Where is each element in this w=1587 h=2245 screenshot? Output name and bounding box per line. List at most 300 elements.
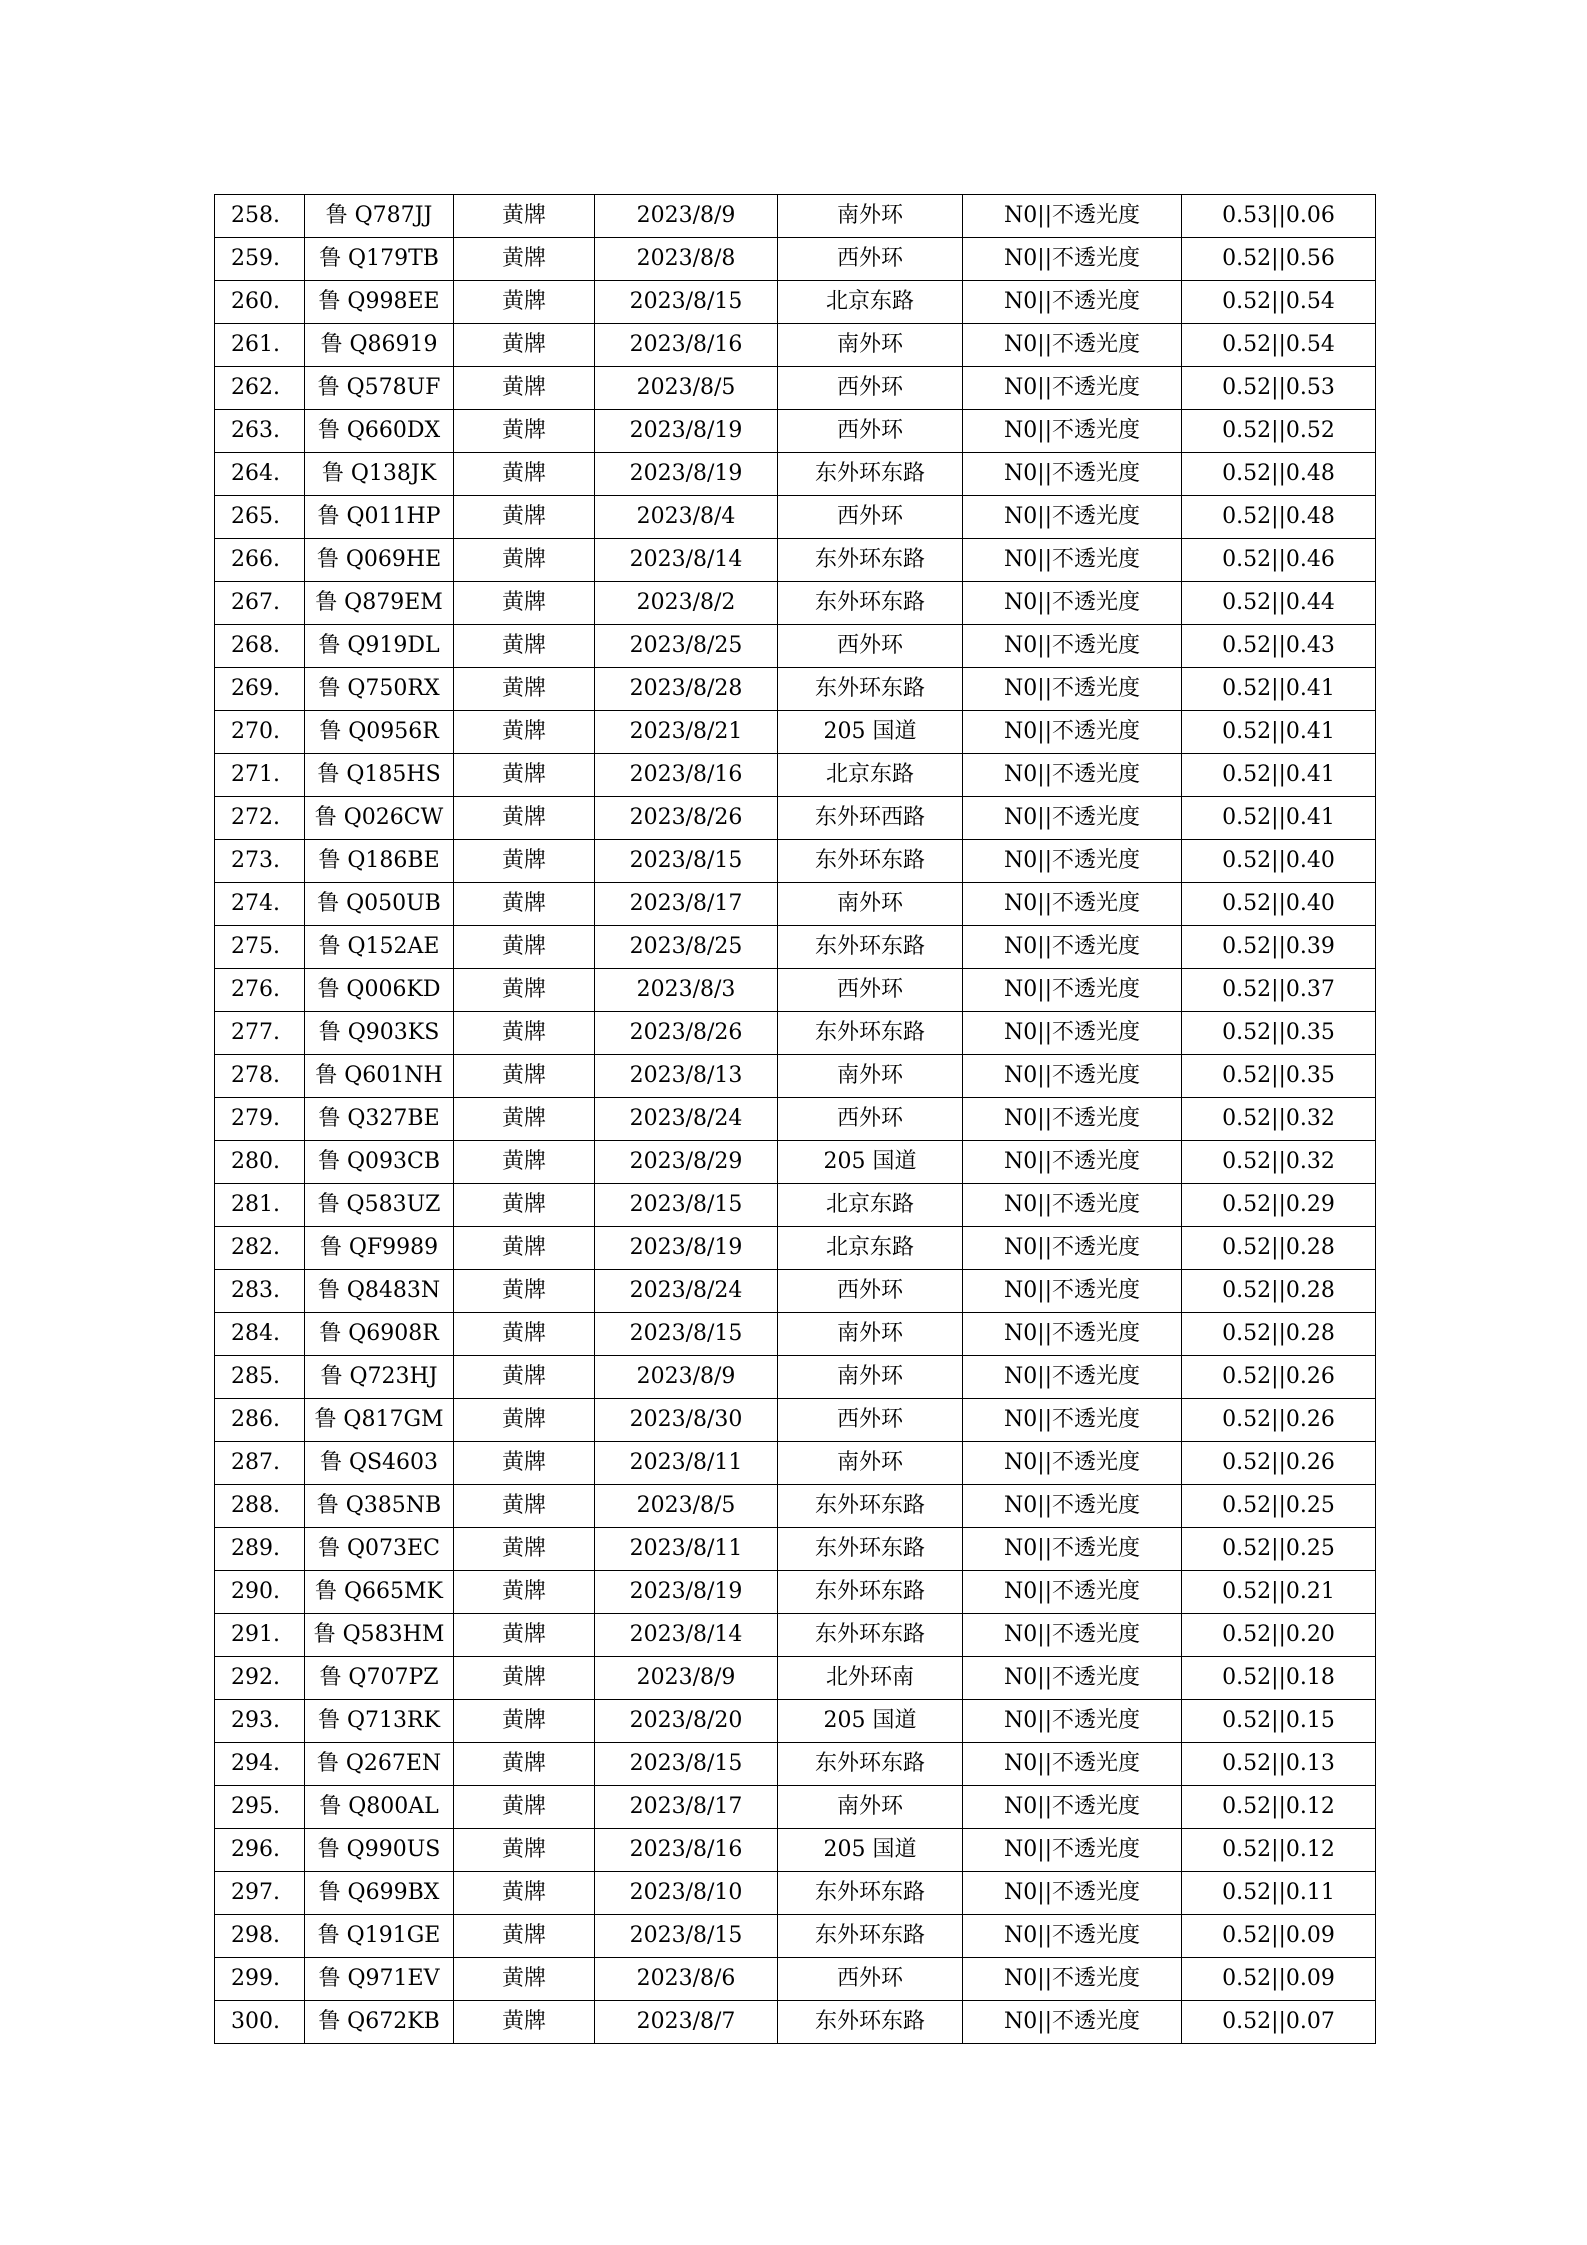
plate-color-cell: 黄牌: [454, 1227, 595, 1270]
table-row: [215, 926, 1376, 969]
table-row: [215, 1313, 1376, 1356]
row-number-cell: 258.: [215, 195, 305, 238]
plate-color-cell: 黄牌: [454, 926, 595, 969]
row-number-cell: 261.: [215, 324, 305, 367]
test-item-cell: N0||不透光度: [963, 1399, 1182, 1442]
test-value-cell: 0.52||0.11: [1182, 1872, 1376, 1915]
test-item-cell: N0||不透光度: [963, 539, 1182, 582]
plate-color-cell: 黄牌: [454, 195, 595, 238]
test-value-cell: 0.52||0.40: [1182, 840, 1376, 883]
check-date-cell: 2023/8/5: [595, 1485, 778, 1528]
table-row: [215, 1098, 1376, 1141]
table-row: [215, 1743, 1376, 1786]
plate-color-cell: 黄牌: [454, 496, 595, 539]
test-item-cell: N0||不透光度: [963, 367, 1182, 410]
test-item-cell: N0||不透光度: [963, 1958, 1182, 2001]
test-value-cell: 0.52||0.35: [1182, 1055, 1376, 1098]
row-number-cell: 292.: [215, 1657, 305, 1700]
table-row: [215, 1657, 1376, 1700]
table-row: [215, 453, 1376, 496]
plate-number-cell: 鲁 Q971EV: [305, 1958, 454, 2001]
check-date-cell: 2023/8/29: [595, 1141, 778, 1184]
table-row: [215, 1442, 1376, 1485]
test-value-cell: 0.52||0.07: [1182, 2001, 1376, 2044]
plate-number-cell: 鲁 Q8483N: [305, 1270, 454, 1313]
row-number-cell: 270.: [215, 711, 305, 754]
plate-number-cell: 鲁 Q919DL: [305, 625, 454, 668]
check-date-cell: 2023/8/25: [595, 926, 778, 969]
check-date-cell: 2023/8/16: [595, 1829, 778, 1872]
plate-number-cell: 鲁 Q186BE: [305, 840, 454, 883]
plate-color-cell: 黄牌: [454, 1528, 595, 1571]
test-value-cell: 0.52||0.39: [1182, 926, 1376, 969]
plate-color-cell: 黄牌: [454, 883, 595, 926]
plate-color-cell: 黄牌: [454, 797, 595, 840]
plate-color-cell: 黄牌: [454, 324, 595, 367]
check-date-cell: 2023/8/25: [595, 625, 778, 668]
row-number-cell: 285.: [215, 1356, 305, 1399]
plate-color-cell: 黄牌: [454, 367, 595, 410]
plate-number-cell: 鲁 Q152AE: [305, 926, 454, 969]
road-location-cell: 205 国道: [778, 1829, 963, 1872]
table-row: [215, 1786, 1376, 1829]
row-number-cell: 286.: [215, 1399, 305, 1442]
check-date-cell: 2023/8/13: [595, 1055, 778, 1098]
road-location-cell: 东外环东路: [778, 1915, 963, 1958]
test-item-cell: N0||不透光度: [963, 238, 1182, 281]
row-number-cell: 262.: [215, 367, 305, 410]
test-value-cell: 0.52||0.15: [1182, 1700, 1376, 1743]
check-date-cell: 2023/8/3: [595, 969, 778, 1012]
test-value-cell: 0.52||0.26: [1182, 1399, 1376, 1442]
plate-color-cell: 黄牌: [454, 1141, 595, 1184]
row-number-cell: 259.: [215, 238, 305, 281]
row-number-cell: 281.: [215, 1184, 305, 1227]
row-number-cell: 267.: [215, 582, 305, 625]
test-value-cell: 0.52||0.26: [1182, 1356, 1376, 1399]
row-number-cell: 299.: [215, 1958, 305, 2001]
table-row: [215, 195, 1376, 238]
test-value-cell: 0.52||0.09: [1182, 1915, 1376, 1958]
test-value-cell: 0.52||0.28: [1182, 1270, 1376, 1313]
plate-color-cell: 黄牌: [454, 1958, 595, 2001]
road-location-cell: 东外环东路: [778, 453, 963, 496]
plate-color-cell: 黄牌: [454, 1829, 595, 1872]
plate-color-cell: 黄牌: [454, 1270, 595, 1313]
row-number-cell: 294.: [215, 1743, 305, 1786]
test-value-cell: 0.52||0.25: [1182, 1485, 1376, 1528]
plate-number-cell: 鲁 Q050UB: [305, 883, 454, 926]
test-item-cell: N0||不透光度: [963, 453, 1182, 496]
table-row: [215, 1270, 1376, 1313]
plate-color-cell: 黄牌: [454, 1055, 595, 1098]
plate-color-cell: 黄牌: [454, 2001, 595, 2044]
plate-color-cell: 黄牌: [454, 1184, 595, 1227]
row-number-cell: 276.: [215, 969, 305, 1012]
plate-color-cell: 黄牌: [454, 625, 595, 668]
plate-color-cell: 黄牌: [454, 1872, 595, 1915]
plate-number-cell: 鲁 Q583UZ: [305, 1184, 454, 1227]
row-number-cell: 260.: [215, 281, 305, 324]
check-date-cell: 2023/8/15: [595, 1313, 778, 1356]
test-item-cell: N0||不透光度: [963, 969, 1182, 1012]
check-date-cell: 2023/8/15: [595, 1915, 778, 1958]
test-value-cell: 0.52||0.29: [1182, 1184, 1376, 1227]
row-number-cell: 298.: [215, 1915, 305, 1958]
row-number-cell: 275.: [215, 926, 305, 969]
road-location-cell: 东外环东路: [778, 1614, 963, 1657]
table-row: [215, 1829, 1376, 1872]
check-date-cell: 2023/8/19: [595, 1571, 778, 1614]
test-value-cell: 0.52||0.43: [1182, 625, 1376, 668]
road-location-cell: 西外环: [778, 1270, 963, 1313]
plate-number-cell: 鲁 Q86919: [305, 324, 454, 367]
table-row: [215, 1399, 1376, 1442]
table-row: [215, 1012, 1376, 1055]
plate-number-cell: 鲁 Q385NB: [305, 1485, 454, 1528]
table-row: [215, 2001, 1376, 2044]
plate-number-cell: 鲁 Q817GM: [305, 1399, 454, 1442]
plate-color-cell: 黄牌: [454, 1657, 595, 1700]
table-row: [215, 1356, 1376, 1399]
table-row: [215, 754, 1376, 797]
row-number-cell: 271.: [215, 754, 305, 797]
test-item-cell: N0||不透光度: [963, 625, 1182, 668]
plate-color-cell: 黄牌: [454, 1614, 595, 1657]
row-number-cell: 266.: [215, 539, 305, 582]
test-item-cell: N0||不透光度: [963, 797, 1182, 840]
test-value-cell: 0.52||0.20: [1182, 1614, 1376, 1657]
plate-number-cell: 鲁 Q672KB: [305, 2001, 454, 2044]
check-date-cell: 2023/8/4: [595, 496, 778, 539]
check-date-cell: 2023/8/16: [595, 754, 778, 797]
test-value-cell: 0.53||0.06: [1182, 195, 1376, 238]
plate-color-cell: 黄牌: [454, 1571, 595, 1614]
road-location-cell: 南外环: [778, 1313, 963, 1356]
test-value-cell: 0.52||0.28: [1182, 1227, 1376, 1270]
road-location-cell: 205 国道: [778, 1141, 963, 1184]
road-location-cell: 北京东路: [778, 281, 963, 324]
plate-number-cell: 鲁 Q026CW: [305, 797, 454, 840]
plate-color-cell: 黄牌: [454, 1442, 595, 1485]
road-location-cell: 南外环: [778, 1786, 963, 1829]
table-row: [215, 1227, 1376, 1270]
row-number-cell: 296.: [215, 1829, 305, 1872]
road-location-cell: 南外环: [778, 1055, 963, 1098]
table-row: [215, 1184, 1376, 1227]
test-item-cell: N0||不透光度: [963, 926, 1182, 969]
test-value-cell: 0.52||0.54: [1182, 281, 1376, 324]
row-number-cell: 300.: [215, 2001, 305, 2044]
table-row: [215, 625, 1376, 668]
road-location-cell: 西外环: [778, 1958, 963, 2001]
test-value-cell: 0.52||0.52: [1182, 410, 1376, 453]
test-value-cell: 0.52||0.41: [1182, 711, 1376, 754]
plate-number-cell: 鲁 Q713RK: [305, 1700, 454, 1743]
table-row: [215, 797, 1376, 840]
road-location-cell: 北京东路: [778, 1227, 963, 1270]
road-location-cell: 205 国道: [778, 711, 963, 754]
row-number-cell: 289.: [215, 1528, 305, 1571]
plate-number-cell: 鲁 Q879EM: [305, 582, 454, 625]
check-date-cell: 2023/8/26: [595, 1012, 778, 1055]
table-row: [215, 711, 1376, 754]
test-value-cell: 0.52||0.40: [1182, 883, 1376, 926]
test-item-cell: N0||不透光度: [963, 1184, 1182, 1227]
road-location-cell: 东外环东路: [778, 1528, 963, 1571]
test-value-cell: 0.52||0.13: [1182, 1743, 1376, 1786]
test-item-cell: N0||不透光度: [963, 1313, 1182, 1356]
test-value-cell: 0.52||0.09: [1182, 1958, 1376, 2001]
plate-number-cell: 鲁 Q787JJ: [305, 195, 454, 238]
road-location-cell: 东外环西路: [778, 797, 963, 840]
table-row: [215, 1700, 1376, 1743]
test-value-cell: 0.52||0.18: [1182, 1657, 1376, 1700]
road-location-cell: 南外环: [778, 324, 963, 367]
plate-number-cell: 鲁 Q6908R: [305, 1313, 454, 1356]
check-date-cell: 2023/8/15: [595, 281, 778, 324]
test-value-cell: 0.52||0.41: [1182, 797, 1376, 840]
plate-color-cell: 黄牌: [454, 1313, 595, 1356]
test-item-cell: N0||不透光度: [963, 582, 1182, 625]
check-date-cell: 2023/8/2: [595, 582, 778, 625]
plate-color-cell: 黄牌: [454, 1485, 595, 1528]
plate-number-cell: 鲁 Q665MK: [305, 1571, 454, 1614]
test-item-cell: N0||不透光度: [963, 711, 1182, 754]
check-date-cell: 2023/8/6: [595, 1958, 778, 2001]
plate-number-cell: 鲁 Q903KS: [305, 1012, 454, 1055]
row-number-cell: 295.: [215, 1786, 305, 1829]
row-number-cell: 283.: [215, 1270, 305, 1313]
row-number-cell: 282.: [215, 1227, 305, 1270]
check-date-cell: 2023/8/28: [595, 668, 778, 711]
test-item-cell: N0||不透光度: [963, 410, 1182, 453]
road-location-cell: 东外环东路: [778, 1743, 963, 1786]
row-number-cell: 287.: [215, 1442, 305, 1485]
plate-number-cell: 鲁 Q011HP: [305, 496, 454, 539]
plate-number-cell: 鲁 Q578UF: [305, 367, 454, 410]
plate-number-cell: 鲁 Q800AL: [305, 1786, 454, 1829]
test-item-cell: N0||不透光度: [963, 1528, 1182, 1571]
plate-number-cell: 鲁 Q191GE: [305, 1915, 454, 1958]
row-number-cell: 274.: [215, 883, 305, 926]
road-location-cell: 西外环: [778, 1399, 963, 1442]
test-item-cell: N0||不透光度: [963, 1872, 1182, 1915]
check-date-cell: 2023/8/17: [595, 883, 778, 926]
plate-number-cell: 鲁 Q138JK: [305, 453, 454, 496]
plate-number-cell: 鲁 Q660DX: [305, 410, 454, 453]
table-row: [215, 281, 1376, 324]
road-location-cell: 东外环东路: [778, 1872, 963, 1915]
test-item-cell: N0||不透光度: [963, 1915, 1182, 1958]
check-date-cell: 2023/8/15: [595, 840, 778, 883]
row-number-cell: 297.: [215, 1872, 305, 1915]
plate-number-cell: 鲁 QF9989: [305, 1227, 454, 1270]
plate-number-cell: 鲁 Q0956R: [305, 711, 454, 754]
row-number-cell: 288.: [215, 1485, 305, 1528]
row-number-cell: 280.: [215, 1141, 305, 1184]
row-number-cell: 290.: [215, 1571, 305, 1614]
test-value-cell: 0.52||0.54: [1182, 324, 1376, 367]
test-value-cell: 0.52||0.41: [1182, 754, 1376, 797]
test-item-cell: N0||不透光度: [963, 1485, 1182, 1528]
plate-number-cell: 鲁 Q069HE: [305, 539, 454, 582]
check-date-cell: 2023/8/5: [595, 367, 778, 410]
plate-color-cell: 黄牌: [454, 582, 595, 625]
table-body: [215, 195, 1376, 2044]
test-value-cell: 0.52||0.25: [1182, 1528, 1376, 1571]
plate-color-cell: 黄牌: [454, 1700, 595, 1743]
road-location-cell: 北外环南: [778, 1657, 963, 1700]
check-date-cell: 2023/8/20: [595, 1700, 778, 1743]
inspection-records-table: [214, 194, 1376, 2044]
check-date-cell: 2023/8/30: [595, 1399, 778, 1442]
road-location-cell: 北京东路: [778, 1184, 963, 1227]
test-value-cell: 0.52||0.48: [1182, 496, 1376, 539]
table-row: [215, 496, 1376, 539]
check-date-cell: 2023/8/8: [595, 238, 778, 281]
test-value-cell: 0.52||0.28: [1182, 1313, 1376, 1356]
road-location-cell: 东外环东路: [778, 1485, 963, 1528]
road-location-cell: 南外环: [778, 195, 963, 238]
plate-number-cell: 鲁 Q179TB: [305, 238, 454, 281]
test-value-cell: 0.52||0.12: [1182, 1829, 1376, 1872]
test-value-cell: 0.52||0.32: [1182, 1141, 1376, 1184]
table-row: [215, 883, 1376, 926]
test-value-cell: 0.52||0.32: [1182, 1098, 1376, 1141]
check-date-cell: 2023/8/19: [595, 1227, 778, 1270]
road-location-cell: 东外环东路: [778, 582, 963, 625]
plate-color-cell: 黄牌: [454, 238, 595, 281]
plate-number-cell: 鲁 QS4603: [305, 1442, 454, 1485]
test-item-cell: N0||不透光度: [963, 1141, 1182, 1184]
test-value-cell: 0.52||0.12: [1182, 1786, 1376, 1829]
check-date-cell: 2023/8/9: [595, 1356, 778, 1399]
table-row: [215, 410, 1376, 453]
test-item-cell: N0||不透光度: [963, 496, 1182, 539]
road-location-cell: 东外环东路: [778, 926, 963, 969]
road-location-cell: 西外环: [778, 496, 963, 539]
table-row: [215, 1958, 1376, 2001]
table-row: [215, 1872, 1376, 1915]
plate-color-cell: 黄牌: [454, 539, 595, 582]
road-location-cell: 西外环: [778, 969, 963, 1012]
plate-number-cell: 鲁 Q601NH: [305, 1055, 454, 1098]
table-row: [215, 539, 1376, 582]
plate-number-cell: 鲁 Q073EC: [305, 1528, 454, 1571]
plate-color-cell: 黄牌: [454, 1786, 595, 1829]
test-item-cell: N0||不透光度: [963, 1270, 1182, 1313]
test-item-cell: N0||不透光度: [963, 324, 1182, 367]
plate-color-cell: 黄牌: [454, 754, 595, 797]
plate-number-cell: 鲁 Q707PZ: [305, 1657, 454, 1700]
check-date-cell: 2023/8/11: [595, 1442, 778, 1485]
road-location-cell: 东外环东路: [778, 840, 963, 883]
row-number-cell: 269.: [215, 668, 305, 711]
test-value-cell: 0.52||0.53: [1182, 367, 1376, 410]
road-location-cell: 西外环: [778, 367, 963, 410]
test-value-cell: 0.52||0.46: [1182, 539, 1376, 582]
plate-number-cell: 鲁 Q699BX: [305, 1872, 454, 1915]
plate-number-cell: 鲁 Q185HS: [305, 754, 454, 797]
check-date-cell: 2023/8/21: [595, 711, 778, 754]
test-item-cell: N0||不透光度: [963, 1098, 1182, 1141]
plate-number-cell: 鲁 Q006KD: [305, 969, 454, 1012]
plate-number-cell: 鲁 Q267EN: [305, 1743, 454, 1786]
table-row: [215, 1055, 1376, 1098]
table-row: [215, 324, 1376, 367]
table-row: [215, 1141, 1376, 1184]
plate-color-cell: 黄牌: [454, 1399, 595, 1442]
test-item-cell: N0||不透光度: [963, 1743, 1182, 1786]
test-item-cell: N0||不透光度: [963, 195, 1182, 238]
test-item-cell: N0||不透光度: [963, 1012, 1182, 1055]
row-number-cell: 278.: [215, 1055, 305, 1098]
row-number-cell: 268.: [215, 625, 305, 668]
table-row: [215, 1485, 1376, 1528]
plate-color-cell: 黄牌: [454, 453, 595, 496]
plate-number-cell: 鲁 Q583HM: [305, 1614, 454, 1657]
table-row: [215, 238, 1376, 281]
test-value-cell: 0.52||0.56: [1182, 238, 1376, 281]
row-number-cell: 277.: [215, 1012, 305, 1055]
road-location-cell: 南外环: [778, 1356, 963, 1399]
row-number-cell: 273.: [215, 840, 305, 883]
row-number-cell: 279.: [215, 1098, 305, 1141]
check-date-cell: 2023/8/7: [595, 2001, 778, 2044]
check-date-cell: 2023/8/17: [595, 1786, 778, 1829]
road-location-cell: 西外环: [778, 625, 963, 668]
test-item-cell: N0||不透光度: [963, 1786, 1182, 1829]
plate-color-cell: 黄牌: [454, 668, 595, 711]
plate-color-cell: 黄牌: [454, 1915, 595, 1958]
test-value-cell: 0.52||0.21: [1182, 1571, 1376, 1614]
road-location-cell: 东外环东路: [778, 1571, 963, 1614]
table-row: [215, 367, 1376, 410]
road-location-cell: 205 国道: [778, 1700, 963, 1743]
test-item-cell: N0||不透光度: [963, 1442, 1182, 1485]
check-date-cell: 2023/8/19: [595, 453, 778, 496]
plate-color-cell: 黄牌: [454, 969, 595, 1012]
test-item-cell: N0||不透光度: [963, 1055, 1182, 1098]
check-date-cell: 2023/8/15: [595, 1743, 778, 1786]
plate-color-cell: 黄牌: [454, 1012, 595, 1055]
test-item-cell: N0||不透光度: [963, 883, 1182, 926]
plate-color-cell: 黄牌: [454, 711, 595, 754]
row-number-cell: 293.: [215, 1700, 305, 1743]
table-row: [215, 1571, 1376, 1614]
test-item-cell: N0||不透光度: [963, 1829, 1182, 1872]
table-row: [215, 1614, 1376, 1657]
check-date-cell: 2023/8/19: [595, 410, 778, 453]
row-number-cell: 264.: [215, 453, 305, 496]
test-item-cell: N0||不透光度: [963, 2001, 1182, 2044]
road-location-cell: 西外环: [778, 1098, 963, 1141]
plate-number-cell: 鲁 Q998EE: [305, 281, 454, 324]
check-date-cell: 2023/8/11: [595, 1528, 778, 1571]
check-date-cell: 2023/8/9: [595, 195, 778, 238]
plate-color-cell: 黄牌: [454, 1356, 595, 1399]
row-number-cell: 263.: [215, 410, 305, 453]
test-value-cell: 0.52||0.35: [1182, 1012, 1376, 1055]
test-item-cell: N0||不透光度: [963, 1700, 1182, 1743]
test-value-cell: 0.52||0.48: [1182, 453, 1376, 496]
test-value-cell: 0.52||0.37: [1182, 969, 1376, 1012]
test-item-cell: N0||不透光度: [963, 668, 1182, 711]
row-number-cell: 272.: [215, 797, 305, 840]
plate-number-cell: 鲁 Q750RX: [305, 668, 454, 711]
road-location-cell: 东外环东路: [778, 539, 963, 582]
